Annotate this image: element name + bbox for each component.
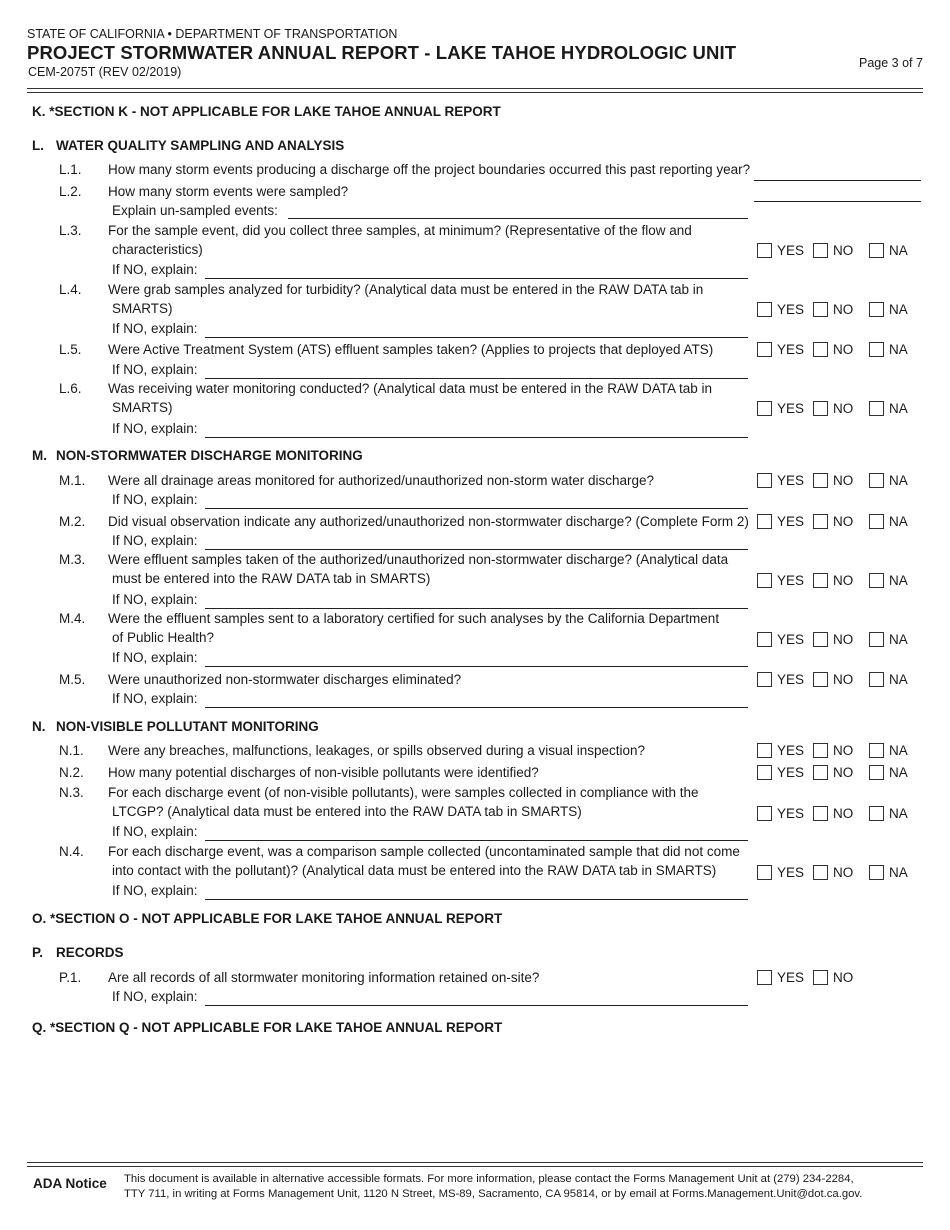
checkbox-yes[interactable]	[757, 401, 772, 416]
checkbox-na[interactable]	[869, 632, 884, 647]
explain-line[interactable]	[205, 707, 748, 708]
checkbox-na[interactable]	[869, 342, 884, 357]
checkbox-yes[interactable]	[757, 632, 772, 647]
checkbox-na[interactable]	[869, 672, 884, 687]
explain-line[interactable]	[205, 437, 748, 438]
section-q-heading: Q. *SECTION Q - NOT APPLICABLE FOR LAKE TAHOE ANNUAL REPORT	[32, 1020, 503, 1035]
checkbox-na[interactable]	[869, 765, 884, 780]
option-na[interactable]: NA	[869, 865, 908, 880]
explain-line[interactable]	[205, 666, 748, 667]
explain-label: If NO, explain:	[112, 362, 198, 377]
option-no[interactable]: NO	[813, 243, 853, 258]
checkbox-no[interactable]	[813, 672, 828, 687]
question-text: For the sample event, did you collect three samples, at minimum? (Representative of the flow and characteristics)	[108, 223, 692, 257]
question-text: Were the effluent samples sent to a laboratory certified for such analyses by the California Department of Public Health?	[108, 611, 720, 645]
checkbox-no[interactable]	[813, 632, 828, 647]
explain-line[interactable]	[288, 218, 748, 219]
checkbox-no[interactable]	[813, 865, 828, 880]
question-number: P.1.	[59, 970, 82, 985]
question-number: L.5.	[59, 342, 82, 357]
explain-line[interactable]	[205, 899, 748, 900]
question-number: L.6.	[59, 381, 82, 396]
explain-label: If NO, explain:	[112, 262, 198, 277]
question-text: How many storm events were sampled?	[108, 184, 349, 199]
checkbox-no[interactable]	[813, 765, 828, 780]
option-yes[interactable]: YES	[757, 806, 804, 821]
section-letter: L.	[32, 138, 44, 153]
checkbox-no[interactable]	[813, 243, 828, 258]
page-number: Page 3 of 7	[859, 56, 923, 70]
explain-line[interactable]	[205, 337, 748, 338]
checkbox-na[interactable]	[869, 573, 884, 588]
explain-label: If NO, explain:	[112, 691, 198, 706]
checkbox-yes[interactable]	[757, 865, 772, 880]
question-number: L.3.	[59, 223, 82, 238]
option-no[interactable]: NO	[813, 401, 853, 416]
explain-line[interactable]	[205, 1005, 748, 1006]
option-no[interactable]: NO	[813, 765, 853, 780]
checkbox-na[interactable]	[869, 514, 884, 529]
checkbox-no[interactable]	[813, 401, 828, 416]
section-k-heading: K. *SECTION K - NOT APPLICABLE FOR LAKE TAHOE ANNUAL REPORT	[32, 104, 501, 119]
explain-label: If NO, explain:	[112, 533, 198, 548]
question-number: M.5.	[59, 672, 86, 687]
section-letter: M.	[32, 448, 47, 463]
option-no[interactable]: NO	[813, 514, 853, 529]
section-letter: N.	[32, 719, 46, 734]
checkbox-no[interactable]	[813, 342, 828, 357]
option-yes[interactable]: YES	[757, 473, 804, 488]
checkbox-yes[interactable]	[757, 765, 772, 780]
option-no[interactable]: NO	[813, 806, 853, 821]
explain-label: Explain un-sampled events:	[112, 203, 278, 218]
option-yes[interactable]: YES	[757, 342, 804, 357]
option-na[interactable]: NA	[869, 672, 908, 687]
option-no[interactable]: NO	[813, 865, 853, 880]
option-na[interactable]: NA	[869, 243, 908, 258]
checkbox-na[interactable]	[869, 401, 884, 416]
checkbox-na[interactable]	[869, 865, 884, 880]
section-title: NON-VISIBLE POLLUTANT MONITORING	[56, 719, 319, 734]
option-no[interactable]: NO	[813, 342, 853, 357]
ada-notice-line2: TTY 711, in writing at Forms Management Unit, 1120 N Street, MS-89, Sacramento, CA 95814, or by email at Forms.Management.Unit@dot.ca.gov.	[124, 1188, 863, 1200]
question-number: N.3.	[59, 785, 84, 800]
explain-label: If NO, explain:	[112, 321, 198, 336]
checkbox-yes[interactable]	[757, 342, 772, 357]
question-number: N.1.	[59, 743, 84, 758]
option-yes[interactable]: YES	[757, 970, 804, 985]
option-no[interactable]: NO	[813, 473, 853, 488]
checkbox-na[interactable]	[869, 473, 884, 488]
option-no[interactable]: NO	[813, 302, 853, 317]
question-text: Were effluent samples taken of the authorized/unauthorized non-stormwater discharge? (Analytical data must be entered into the RAW DATA tab in SMARTS)	[108, 552, 729, 586]
ada-notice-line1: This document is available in alternative accessible formats. For more information, please contact the Forms Management Unit at (279) 234-2284,	[124, 1173, 854, 1185]
option-yes[interactable]: YES	[757, 672, 804, 687]
option-no[interactable]: NO	[813, 573, 853, 588]
section-l-heading	[32, 138, 344, 153]
checkbox-yes[interactable]	[757, 473, 772, 488]
section-p-heading	[32, 945, 124, 960]
header-rule-bottom	[27, 92, 923, 93]
option-no[interactable]: NO	[813, 672, 853, 687]
option-na[interactable]: NA	[869, 743, 908, 758]
option-yes[interactable]: YES	[757, 765, 804, 780]
option-na[interactable]: NA	[869, 473, 908, 488]
checkbox-yes[interactable]	[757, 302, 772, 317]
question-text: For each discharge event (of non-visible pollutants), were samples collected in compliance with the LTCGP? (Analytical data must be entered into the RAW DATA tab in SMARTS)	[108, 785, 699, 819]
section-title: WATER QUALITY SAMPLING AND ANALYSIS	[56, 138, 345, 153]
option-na[interactable]: NA	[869, 806, 908, 821]
question-text: Were unauthorized non-stormwater discharges eliminated?	[108, 672, 462, 687]
page-title: PROJECT STORMWATER ANNUAL REPORT - LAKE TAHOE HYDROLOGIC UNIT	[27, 42, 737, 63]
checkbox-no[interactable]	[813, 573, 828, 588]
explain-label: If NO, explain:	[112, 989, 198, 1004]
option-yes[interactable]: YES	[757, 865, 804, 880]
question-text: Were grab samples analyzed for turbidity? (Analytical data must be entered in the RAW DATA tab in SMARTS)	[108, 282, 704, 316]
question-number: M.4.	[59, 611, 86, 626]
question-number: N.2.	[59, 765, 84, 780]
checkbox-no[interactable]	[813, 743, 828, 758]
section-o-heading: O. *SECTION O - NOT APPLICABLE FOR LAKE TAHOE ANNUAL REPORT	[32, 911, 503, 926]
question-text: Did visual observation indicate any authorized/unauthorized non-stormwater discharge? (Complete Form 2)	[108, 514, 749, 529]
question-number: L.1.	[59, 162, 82, 177]
checkbox-yes[interactable]	[757, 573, 772, 588]
checkbox-yes[interactable]	[757, 514, 772, 529]
option-na[interactable]: NA	[869, 632, 908, 647]
question-text: Was receiving water monitoring conducted? (Analytical data must be entered in the RAW DATA tab in SMARTS)	[108, 381, 713, 415]
checkbox-no[interactable]	[813, 514, 828, 529]
section-title: NON-STORMWATER DISCHARGE MONITORING	[56, 448, 363, 463]
explain-label: If NO, explain:	[112, 883, 198, 898]
option-na[interactable]: NA	[869, 401, 908, 416]
question-text: For each discharge event, was a comparison sample collected (uncontaminated sample that did not come into contact with the pollutant)? (Analytical data must be entered into the RAW DATA tab in SMARTS)	[108, 844, 740, 878]
question-text: Were all drainage areas monitored for authorized/unauthorized non-storm water discharge?	[108, 473, 655, 488]
explain-label: If NO, explain:	[112, 650, 198, 665]
answer-line[interactable]	[754, 180, 921, 181]
checkbox-no[interactable]	[813, 302, 828, 317]
option-na[interactable]: NA	[869, 342, 908, 357]
question-text: How many potential discharges of non-visible pollutants were identified?	[108, 765, 539, 780]
checkbox-no[interactable]	[813, 473, 828, 488]
checkbox-na[interactable]	[869, 302, 884, 317]
question-text: Are all records of all stormwater monitoring information retained on-site?	[108, 970, 540, 985]
option-yes[interactable]: YES	[757, 302, 804, 317]
footer-rule-top	[27, 1162, 923, 1163]
header-rule-top	[27, 88, 923, 89]
question-number: M.2.	[59, 514, 86, 529]
option-na[interactable]: NA	[869, 765, 908, 780]
section-m-heading	[32, 448, 363, 463]
question-number: M.1.	[59, 473, 86, 488]
explain-line[interactable]	[205, 508, 748, 509]
option-yes[interactable]: YES	[757, 243, 804, 258]
checkbox-yes[interactable]	[757, 806, 772, 821]
section-title: RECORDS	[56, 945, 124, 960]
section-n-heading	[32, 719, 319, 734]
option-na[interactable]: NA	[869, 573, 908, 588]
option-yes[interactable]: YES	[757, 632, 804, 647]
question-number: M.3.	[59, 552, 86, 567]
agency-line: STATE OF CALIFORNIA • DEPARTMENT OF TRANSPORTATION	[27, 27, 398, 41]
question-number: L.4.	[59, 282, 82, 297]
question-number: L.2.	[59, 184, 82, 199]
form-number: CEM-2075T (REV 02/2019)	[28, 65, 182, 79]
option-na[interactable]: NA	[869, 514, 908, 529]
question-text: How many storm events producing a discharge off the project boundaries occurred this past reporting year?	[108, 162, 751, 177]
option-yes[interactable]: YES	[757, 743, 804, 758]
option-no[interactable]: NO	[813, 632, 853, 647]
checkbox-na[interactable]	[869, 243, 884, 258]
question-text: Were any breaches, malfunctions, leakages, or spills observed during a visual inspection?	[108, 743, 646, 758]
section-letter: P.	[32, 945, 44, 960]
explain-label: If NO, explain:	[112, 824, 198, 839]
checkbox-no[interactable]	[813, 806, 828, 821]
checkbox-yes[interactable]	[757, 970, 772, 985]
answer-line[interactable]	[754, 201, 921, 202]
explain-label: If NO, explain:	[112, 421, 198, 436]
explain-line[interactable]	[205, 278, 748, 279]
question-number: N.4.	[59, 844, 84, 859]
explain-label: If NO, explain:	[112, 592, 198, 607]
question-text: Were Active Treatment System (ATS) effluent samples taken? (Applies to projects that deployed ATS)	[108, 342, 714, 357]
option-no[interactable]: NO	[813, 970, 853, 985]
checkbox-na[interactable]	[869, 806, 884, 821]
option-no[interactable]: NO	[813, 743, 853, 758]
checkbox-na[interactable]	[869, 743, 884, 758]
option-na[interactable]: NA	[869, 302, 908, 317]
checkbox-no[interactable]	[813, 970, 828, 985]
explain-line[interactable]	[205, 840, 748, 841]
explain-label: If NO, explain:	[112, 492, 198, 507]
option-yes[interactable]: YES	[757, 401, 804, 416]
ada-notice-text	[124, 1172, 862, 1202]
option-yes[interactable]: YES	[757, 573, 804, 588]
checkbox-yes[interactable]	[757, 743, 772, 758]
checkbox-yes[interactable]	[757, 243, 772, 258]
ada-notice-label: ADA Notice	[33, 1176, 107, 1191]
option-yes[interactable]: YES	[757, 514, 804, 529]
checkbox-yes[interactable]	[757, 672, 772, 687]
footer-rule-bottom	[27, 1166, 923, 1167]
